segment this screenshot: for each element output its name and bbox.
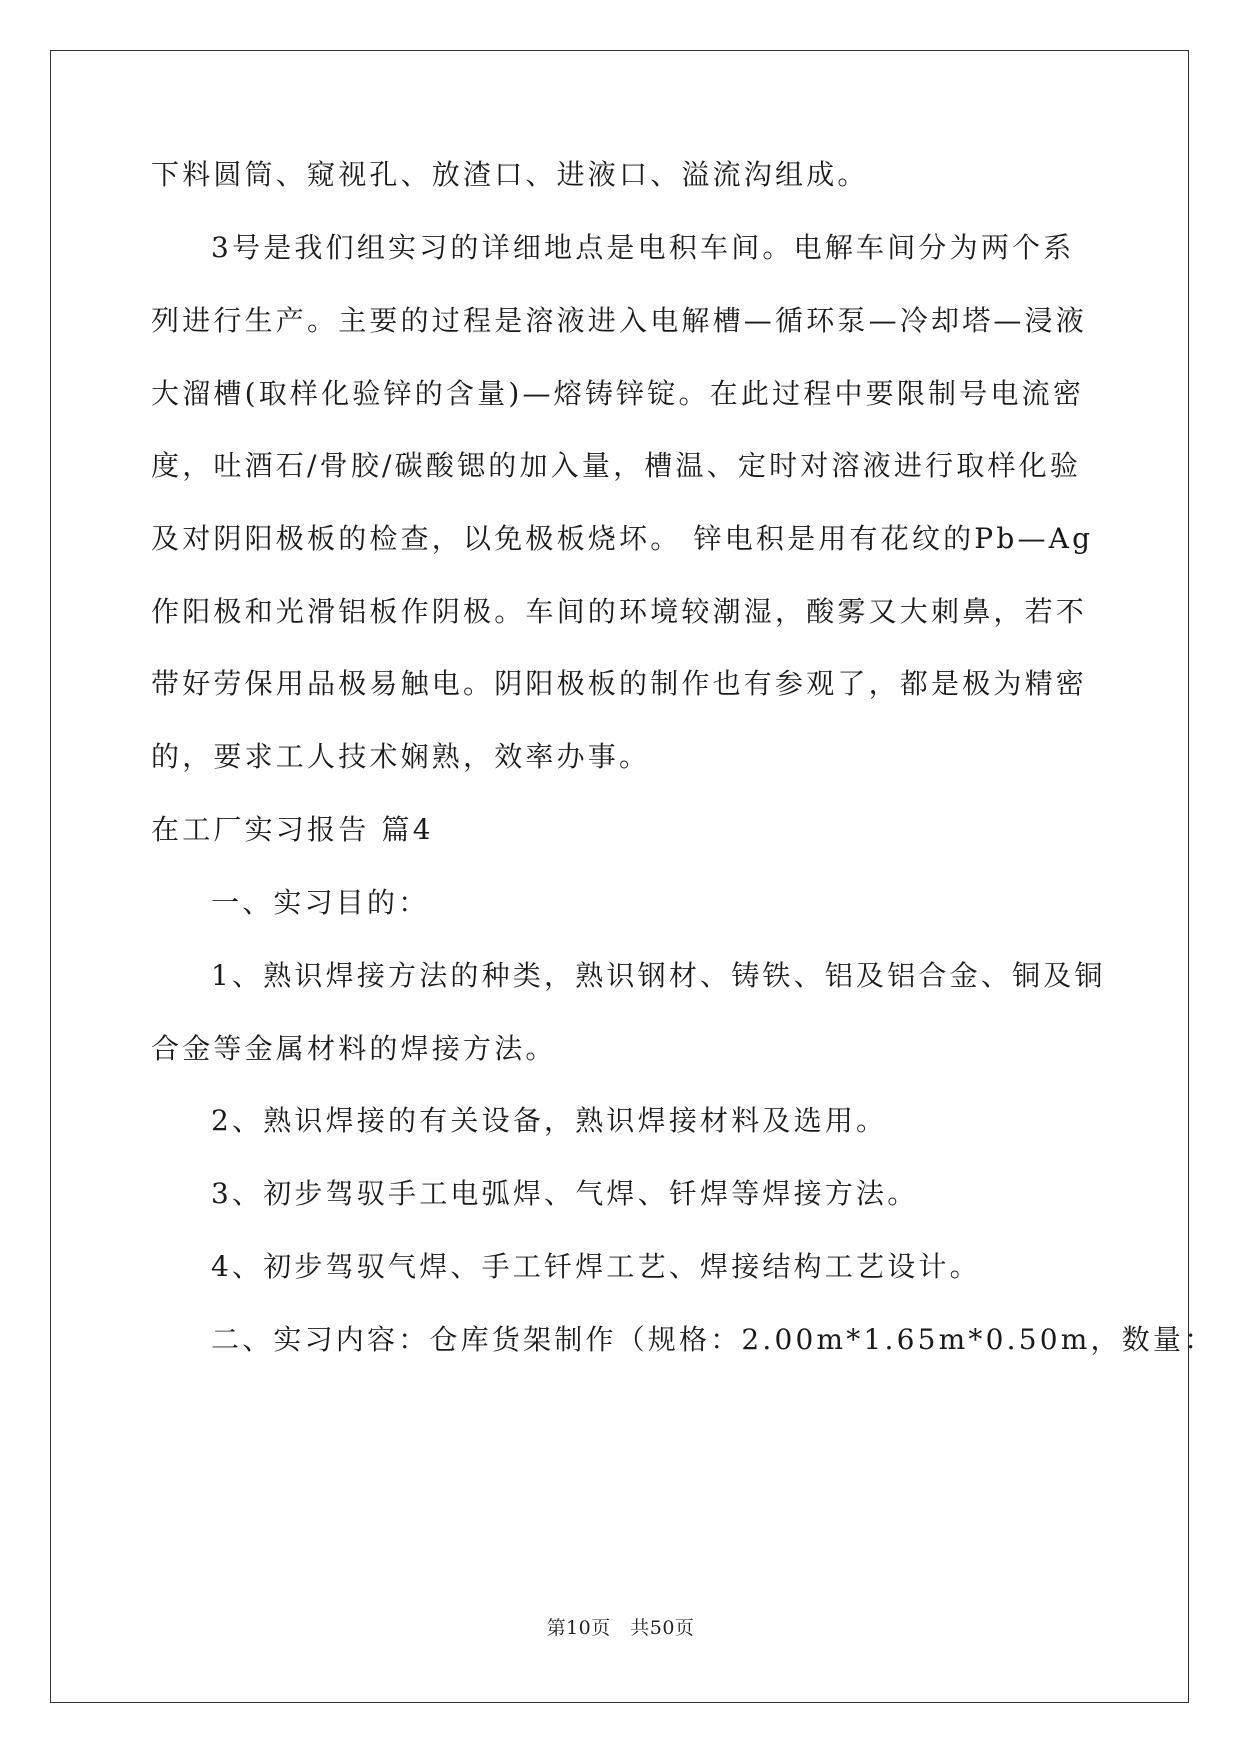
- list-item: 2、熟识焊接的有关设备，熟识焊接材料及选用。: [211, 1104, 888, 1137]
- section-heading: 在工厂实习报告 篇4: [151, 813, 434, 846]
- text-line: 作阳极和光滑铝板作阴极。车间的环境较潮湿，酸雾又大刺鼻，若不: [151, 595, 1088, 628]
- text-line: 及对阴阳极板的检查，以免极板烧坏。 锌电积是用有花纹的Pb—Ag: [151, 522, 1094, 555]
- text-line: 带好劳保用品极易触电。阴阳极板的制作也有参观了，都是极为精密: [151, 667, 1088, 700]
- text-line: 度，吐酒石/骨胶/碳酸锶的加入量，槽温、定时对溶液进行取样化验: [151, 449, 1082, 482]
- subsection-heading: 一、实习目的：: [211, 886, 430, 919]
- text-line: 3号是我们组实习的详细地点是电积车间。电解车间分为两个系: [211, 231, 1075, 264]
- page-border: [50, 50, 1189, 1703]
- text-line: 大溜槽(取样化验锌的含量)—熔铸锌锭。在此过程中要限制号电流密: [151, 377, 1085, 410]
- text-line: 列进行生产。主要的过程是溶液进入电解槽—循环泵—冷却塔—浸液: [151, 304, 1088, 337]
- list-item: 3、初步驾驭手工电弧焊、气焊、钎焊等焊接方法。: [211, 1177, 919, 1210]
- list-item-continuation: 合金等金属材料的焊接方法。: [151, 1032, 557, 1065]
- subsection-heading: 二、实习内容：仓库货架制作（规格：2.00m*1.65m*0.50m，数量：: [211, 1323, 1216, 1356]
- page-number: 第10页 共50页: [546, 1617, 695, 1639]
- text-line: 的，要求工人技术娴熟，效率办事。: [151, 740, 651, 773]
- list-item: 1、熟识焊接方法的种类，熟识钢材、铸铁、铝及铝合金、铜及铜: [211, 959, 1106, 992]
- list-item: 4、初步驾驭气焊、手工钎焊工艺、焊接结构工艺设计。: [211, 1250, 981, 1283]
- text-line: 下料圆筒、窥视孔、放渣口、进液口、溢流沟组成。: [151, 158, 869, 191]
